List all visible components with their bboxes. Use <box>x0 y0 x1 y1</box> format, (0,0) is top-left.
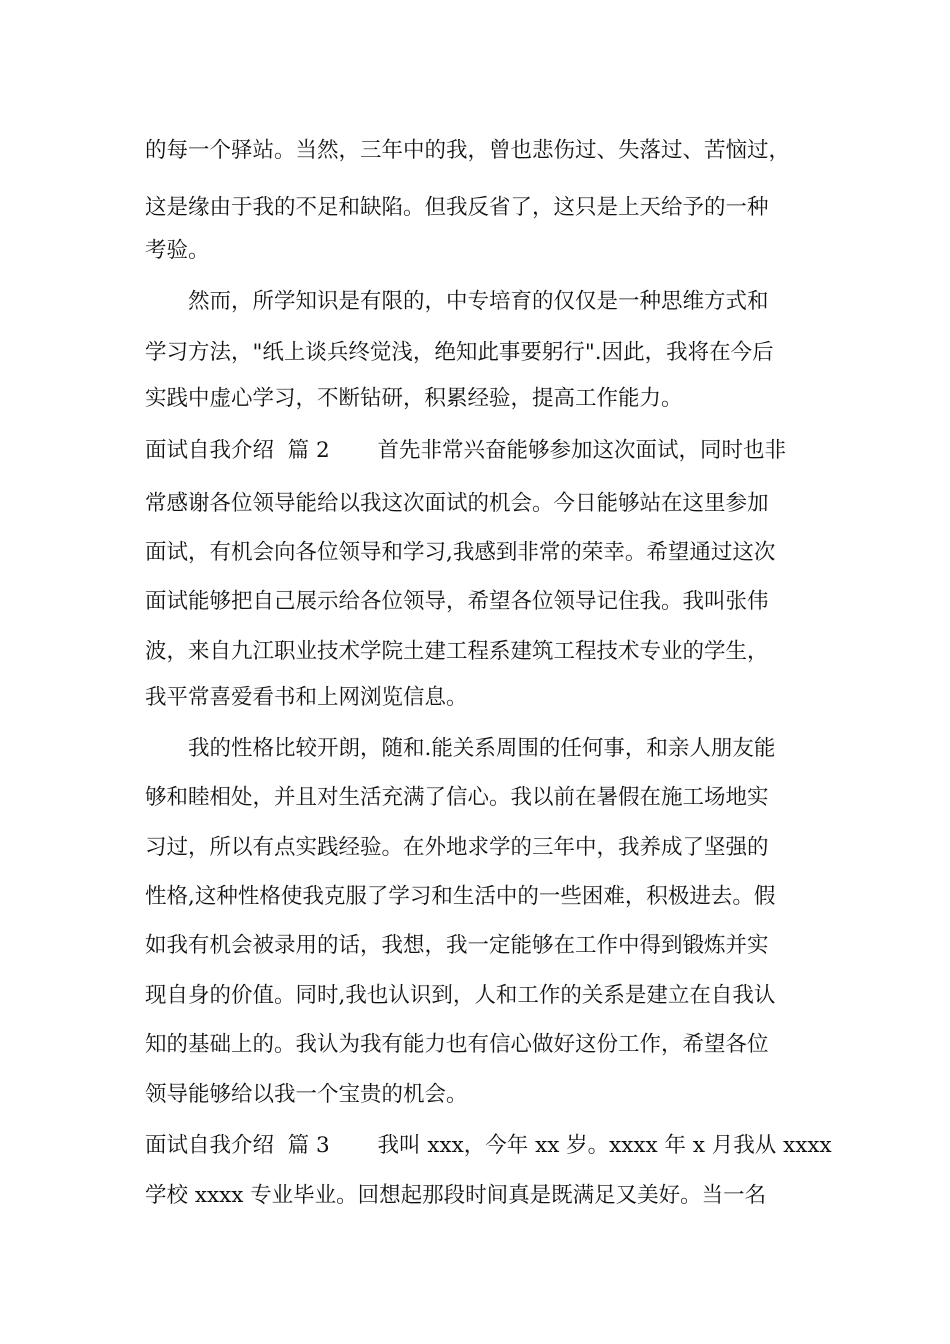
text-line: 我平常喜爱看书和上网浏览信息。 <box>145 685 468 710</box>
text-line: 面试能够把自己展示给各位领导，希望各位领导记住我。我叫张伟 <box>145 589 769 614</box>
text-line: 实践中虚心学习，不断钻研，积累经验，提高工作能力。 <box>145 386 683 411</box>
text-line: 面试，有机会向各位领导和学习,我感到非常的荣幸。希望通过这次 <box>145 540 776 565</box>
text-line: 领导能够给以我一个宝贵的机会。 <box>145 1082 468 1107</box>
paragraph-first-line: 然而，所学知识是有限的，中专培育的仅仅是一种思维方式和 <box>188 289 769 314</box>
section-heading-line: 面试自我介绍 篇 2 首先非常兴奋能够参加这次面试，同时也非 <box>145 438 787 463</box>
text-line: 如我有机会被录用的话，我想，我一定能够在工作中得到锻炼并实 <box>145 933 769 958</box>
section-heading-line: 面试自我介绍 篇 3 我叫 xxx，今年 xx 岁。xxxx 年 x 月我从 xxxx <box>145 1133 832 1158</box>
paragraph-first-line: 我的性格比较开朗，随和.能关系周围的任何事，和亲人朋友能 <box>188 736 776 761</box>
text-line: 学习方法，"纸上谈兵终觉浅，绝知此事要躬行".因此，我将在今后 <box>145 340 774 365</box>
text-line: 常感谢各位领导能给以我这次面试的机会。今日能够站在这里参加 <box>145 491 769 516</box>
text-line: 现自身的价值。同时,我也认识到，人和工作的关系是建立在自我认 <box>145 983 776 1008</box>
text-line: 考验。 <box>145 238 210 263</box>
text-line: 习过，所以有点实践经验。在外地求学的三年中，我养成了坚强的 <box>145 835 769 860</box>
text-line: 够和睦相处，并且对生活充满了信心。我以前在暑假在施工场地实 <box>145 785 769 810</box>
text-line: 波，来自九江职业技术学院土建工程系建筑工程技术专业的学生， <box>145 639 769 664</box>
text-line: 学校 xxxx 专业毕业。回想起那段时间真是既满足又美好。当一名 <box>145 1183 767 1208</box>
text-line: 这是缘由于我的不足和缺陷。但我反省了，这只是上天给予的一种 <box>145 195 769 220</box>
text-line: 性格,这种性格使我克服了学习和生活中的一些困难，积极进去。假 <box>145 884 776 909</box>
text-line: 知的基础上的。我认为我有能力也有信心做好这份工作，希望各位 <box>145 1032 769 1057</box>
text-line: 的每一个驿站。当然，三年中的我，曾也悲伤过、失落过、苦恼过， <box>145 138 791 163</box>
